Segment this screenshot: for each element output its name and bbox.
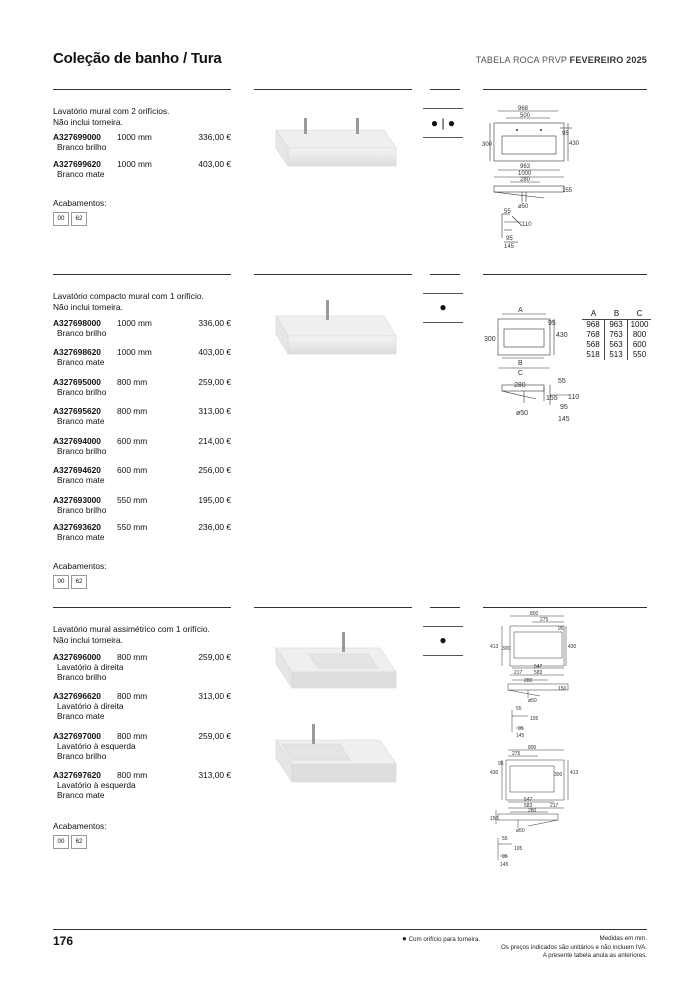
svg-text:145: 145 xyxy=(504,244,515,250)
svg-text:280: 280 xyxy=(520,177,531,183)
symbol-rule xyxy=(423,322,463,323)
section-rule xyxy=(254,89,412,90)
svg-text:110: 110 xyxy=(522,222,532,228)
finish-chip-62[interactable]: 62 xyxy=(71,575,87,589)
product-size: 1000 mm xyxy=(117,318,152,328)
svg-text:430: 430 xyxy=(568,644,577,650)
svg-text:B: B xyxy=(518,360,523,367)
svg-text:300: 300 xyxy=(482,142,493,148)
section-rule xyxy=(53,274,231,275)
product-code: A327698000 xyxy=(53,318,101,328)
product-code: A327696000 xyxy=(53,652,101,662)
svg-text:55: 55 xyxy=(516,706,522,712)
product-description: Lavatório mural com 2 orifícios. Não inclui torneira. xyxy=(53,106,170,127)
product-price: 256,00 € xyxy=(198,465,231,475)
symbol-rule xyxy=(423,293,463,294)
svg-text:280: 280 xyxy=(524,678,533,684)
dimension-table-row: 518 513 550 xyxy=(582,350,651,360)
symbol-rule xyxy=(423,137,463,138)
svg-text:95: 95 xyxy=(560,404,568,411)
product-price: 403,00 € xyxy=(198,159,231,169)
product-row xyxy=(53,691,231,721)
svg-text:105: 105 xyxy=(514,846,523,852)
svg-text:95: 95 xyxy=(558,626,564,632)
product-size: 1000 mm xyxy=(117,132,152,142)
product-finish: Branco brilho xyxy=(57,505,107,515)
product-size: 550 mm xyxy=(117,495,148,505)
product-price: 313,00 € xyxy=(198,770,231,780)
product-size: 800 mm xyxy=(117,377,148,387)
product-size: 600 mm xyxy=(117,436,148,446)
product-code: A327695000 xyxy=(53,377,101,387)
svg-text:155: 155 xyxy=(562,188,573,194)
finish-chip-00[interactable]: 00 xyxy=(53,575,69,589)
product-code: A327697620 xyxy=(53,770,101,780)
finish-chip-00[interactable]: 00 xyxy=(53,835,69,849)
svg-text:ø50: ø50 xyxy=(516,828,525,834)
technical-drawing xyxy=(482,305,578,425)
footer-note: ● Com orifício para torneira. xyxy=(402,934,481,943)
svg-text:547: 547 xyxy=(524,797,533,803)
section-rule xyxy=(53,607,231,608)
dimension-table-header: A B C xyxy=(590,309,643,318)
product-finish: Branco brilho xyxy=(57,328,107,338)
product-size: 800 mm xyxy=(117,652,148,662)
technical-drawing xyxy=(482,106,582,256)
svg-text:280: 280 xyxy=(528,808,537,814)
product-size: 1000 mm xyxy=(117,347,152,357)
product-price: 259,00 € xyxy=(198,731,231,741)
product-finish: Branco brilho xyxy=(57,387,107,397)
product-price: 313,00 € xyxy=(198,691,231,701)
finish-chip-62[interactable]: 62 xyxy=(71,212,87,226)
product-variant: Lavatório à direita xyxy=(57,662,124,672)
product-price: 336,00 € xyxy=(198,132,231,142)
product-row xyxy=(53,347,231,367)
svg-text:A: A xyxy=(518,307,523,314)
product-code: A327697000 xyxy=(53,731,101,741)
svg-text:800: 800 xyxy=(528,745,537,751)
product-size: 600 mm xyxy=(117,465,148,475)
symbol-rule xyxy=(423,626,463,627)
svg-text:55: 55 xyxy=(502,836,508,842)
section-rule xyxy=(430,89,460,90)
product-finish: Branco mate xyxy=(57,532,105,542)
product-variant: Lavatório à esquerda xyxy=(57,741,136,751)
product-price: 259,00 € xyxy=(198,377,231,387)
svg-text:430: 430 xyxy=(490,770,499,776)
price-list-date: FEVEREIRO 2025 xyxy=(569,55,647,65)
svg-text:155: 155 xyxy=(546,395,558,402)
product-size: 550 mm xyxy=(117,522,148,532)
svg-text:300: 300 xyxy=(502,646,511,652)
product-finish: Branco brilho xyxy=(57,751,107,761)
product-row xyxy=(53,377,231,397)
section-rule xyxy=(254,274,412,275)
product-size: 800 mm xyxy=(117,770,148,780)
svg-text:275: 275 xyxy=(512,751,521,757)
faucet-hole-symbol: ● xyxy=(439,633,447,647)
svg-text:105: 105 xyxy=(530,716,539,722)
product-size: 1000 mm xyxy=(117,159,152,169)
faucet-hole-symbol: ● | ● xyxy=(430,116,456,130)
price-list-label xyxy=(476,55,647,65)
product-finish: Branco mate xyxy=(57,790,105,800)
svg-text:ø50: ø50 xyxy=(516,410,529,417)
section-rule xyxy=(483,89,647,90)
svg-text:55: 55 xyxy=(504,209,511,215)
svg-text:145: 145 xyxy=(500,862,509,868)
product-finish: Branco mate xyxy=(57,357,105,367)
svg-text:217: 217 xyxy=(514,670,523,676)
svg-text:145: 145 xyxy=(516,733,525,739)
product-code: A327699620 xyxy=(53,159,101,169)
product-row xyxy=(53,652,231,682)
faucet-hole-bullet: ● xyxy=(402,934,407,943)
finishes-label: Acabamentos: xyxy=(53,821,107,831)
svg-text:ø50: ø50 xyxy=(528,698,537,704)
footer-legal: Medidas em mm. Os preços indicados são unitários e não incluem IVA. A presente tabela anula as anteriores. xyxy=(500,935,647,959)
svg-text:413: 413 xyxy=(570,770,579,776)
product-code: A327694620 xyxy=(53,465,101,475)
svg-text:95: 95 xyxy=(506,236,513,242)
technical-drawing xyxy=(488,744,588,874)
technical-drawing xyxy=(488,610,588,740)
product-code: A327699000 xyxy=(53,132,101,142)
svg-text:430: 430 xyxy=(569,141,580,147)
product-code: A327698620 xyxy=(53,347,101,357)
symbol-rule xyxy=(423,655,463,656)
product-description: Lavatório mural assimétrico com 1 orifício. Não inclui torneira. xyxy=(53,624,210,645)
product-code: A327693620 xyxy=(53,522,101,532)
section-rule xyxy=(483,274,647,275)
svg-text:275: 275 xyxy=(540,617,549,623)
product-price: 236,00 € xyxy=(198,522,231,532)
product-row xyxy=(53,132,231,152)
product-variant: Lavatório à esquerda xyxy=(57,780,136,790)
product-price: 214,00 € xyxy=(198,436,231,446)
svg-text:95: 95 xyxy=(518,726,524,732)
svg-text:95: 95 xyxy=(562,131,569,137)
product-row xyxy=(53,731,231,761)
svg-text:95: 95 xyxy=(548,320,556,327)
svg-text:500: 500 xyxy=(520,113,531,119)
svg-text:963: 963 xyxy=(520,164,531,170)
product-row xyxy=(53,436,231,456)
section-rule xyxy=(483,607,647,608)
svg-text:95: 95 xyxy=(502,854,508,860)
svg-text:968: 968 xyxy=(518,106,529,112)
finish-chip-62[interactable]: 62 xyxy=(71,835,87,849)
footer-rule xyxy=(53,929,647,930)
section-rule xyxy=(53,89,231,90)
page-number: 176 xyxy=(53,934,74,948)
svg-text:583: 583 xyxy=(524,803,533,809)
dimension-table-row: 568 563 600 xyxy=(582,340,651,350)
product-code: A327695620 xyxy=(53,406,101,416)
dimension-table xyxy=(582,309,651,360)
product-price: 403,00 € xyxy=(198,347,231,357)
finish-chip-00[interactable]: 00 xyxy=(53,212,69,226)
product-row xyxy=(53,318,231,338)
price-list-prefix: TABELA ROCA PRVP xyxy=(475,55,567,65)
svg-text:300: 300 xyxy=(554,772,563,778)
product-row xyxy=(53,159,231,179)
svg-text:150: 150 xyxy=(490,816,499,822)
product-finish: Branco mate xyxy=(57,711,105,721)
product-photo-asymmetric-right xyxy=(268,630,400,696)
product-size: 800 mm xyxy=(117,691,148,701)
svg-text:150: 150 xyxy=(558,686,567,692)
product-row xyxy=(53,770,231,800)
svg-text:145: 145 xyxy=(558,416,570,423)
finishes-label: Acabamentos: xyxy=(53,561,107,571)
svg-text:280: 280 xyxy=(514,382,526,389)
product-finish: Branco mate xyxy=(57,169,105,179)
product-code: A327693000 xyxy=(53,495,101,505)
product-size: 800 mm xyxy=(117,406,148,416)
product-row xyxy=(53,522,231,542)
product-photo-asymmetric-left xyxy=(268,722,400,792)
svg-text:430: 430 xyxy=(556,332,568,339)
product-price: 313,00 € xyxy=(198,406,231,416)
svg-text:300: 300 xyxy=(484,336,496,343)
section-rule xyxy=(430,274,460,275)
svg-text:413: 413 xyxy=(490,644,499,650)
svg-text:110: 110 xyxy=(568,394,580,401)
product-photo-compact-basin xyxy=(268,296,400,360)
svg-text:55: 55 xyxy=(558,378,566,385)
dimension-table-row: 768 763 800 xyxy=(582,330,651,340)
product-price: 259,00 € xyxy=(198,652,231,662)
page-title: Coleção de banho / Tura xyxy=(53,50,222,67)
product-finish: Branco brilho xyxy=(57,142,107,152)
section-rule xyxy=(254,607,412,608)
svg-text:1000: 1000 xyxy=(518,171,532,177)
svg-text:547: 547 xyxy=(534,664,543,670)
svg-text:217: 217 xyxy=(550,803,559,809)
product-finish: Branco brilho xyxy=(57,446,107,456)
product-size: 800 mm xyxy=(117,731,148,741)
product-variant: Lavatório à direita xyxy=(57,701,124,711)
product-price: 195,00 € xyxy=(198,495,231,505)
product-code: A327696620 xyxy=(53,691,101,701)
svg-text:C: C xyxy=(518,370,524,377)
finishes-label: Acabamentos: xyxy=(53,198,107,208)
product-photo-double-basin xyxy=(268,112,400,172)
svg-text:ø50: ø50 xyxy=(518,204,529,210)
product-finish: Branco mate xyxy=(57,475,105,485)
dimension-table-row: 968 963 1000 xyxy=(582,320,651,330)
product-finish: Branco brilho xyxy=(57,672,107,682)
product-price: 336,00 € xyxy=(198,318,231,328)
section-rule xyxy=(430,607,460,608)
product-finish: Branco mate xyxy=(57,416,105,426)
product-row xyxy=(53,406,231,426)
svg-text:800: 800 xyxy=(530,611,539,617)
svg-text:95: 95 xyxy=(498,761,504,767)
product-row xyxy=(53,465,231,485)
product-code: A327694000 xyxy=(53,436,101,446)
faucet-hole-symbol: ● xyxy=(439,300,447,314)
product-description: Lavatório compacto mural com 1 orifício. Não inclui torneira. xyxy=(53,291,204,312)
product-row xyxy=(53,495,231,515)
symbol-rule xyxy=(423,108,463,109)
svg-text:583: 583 xyxy=(534,670,543,676)
